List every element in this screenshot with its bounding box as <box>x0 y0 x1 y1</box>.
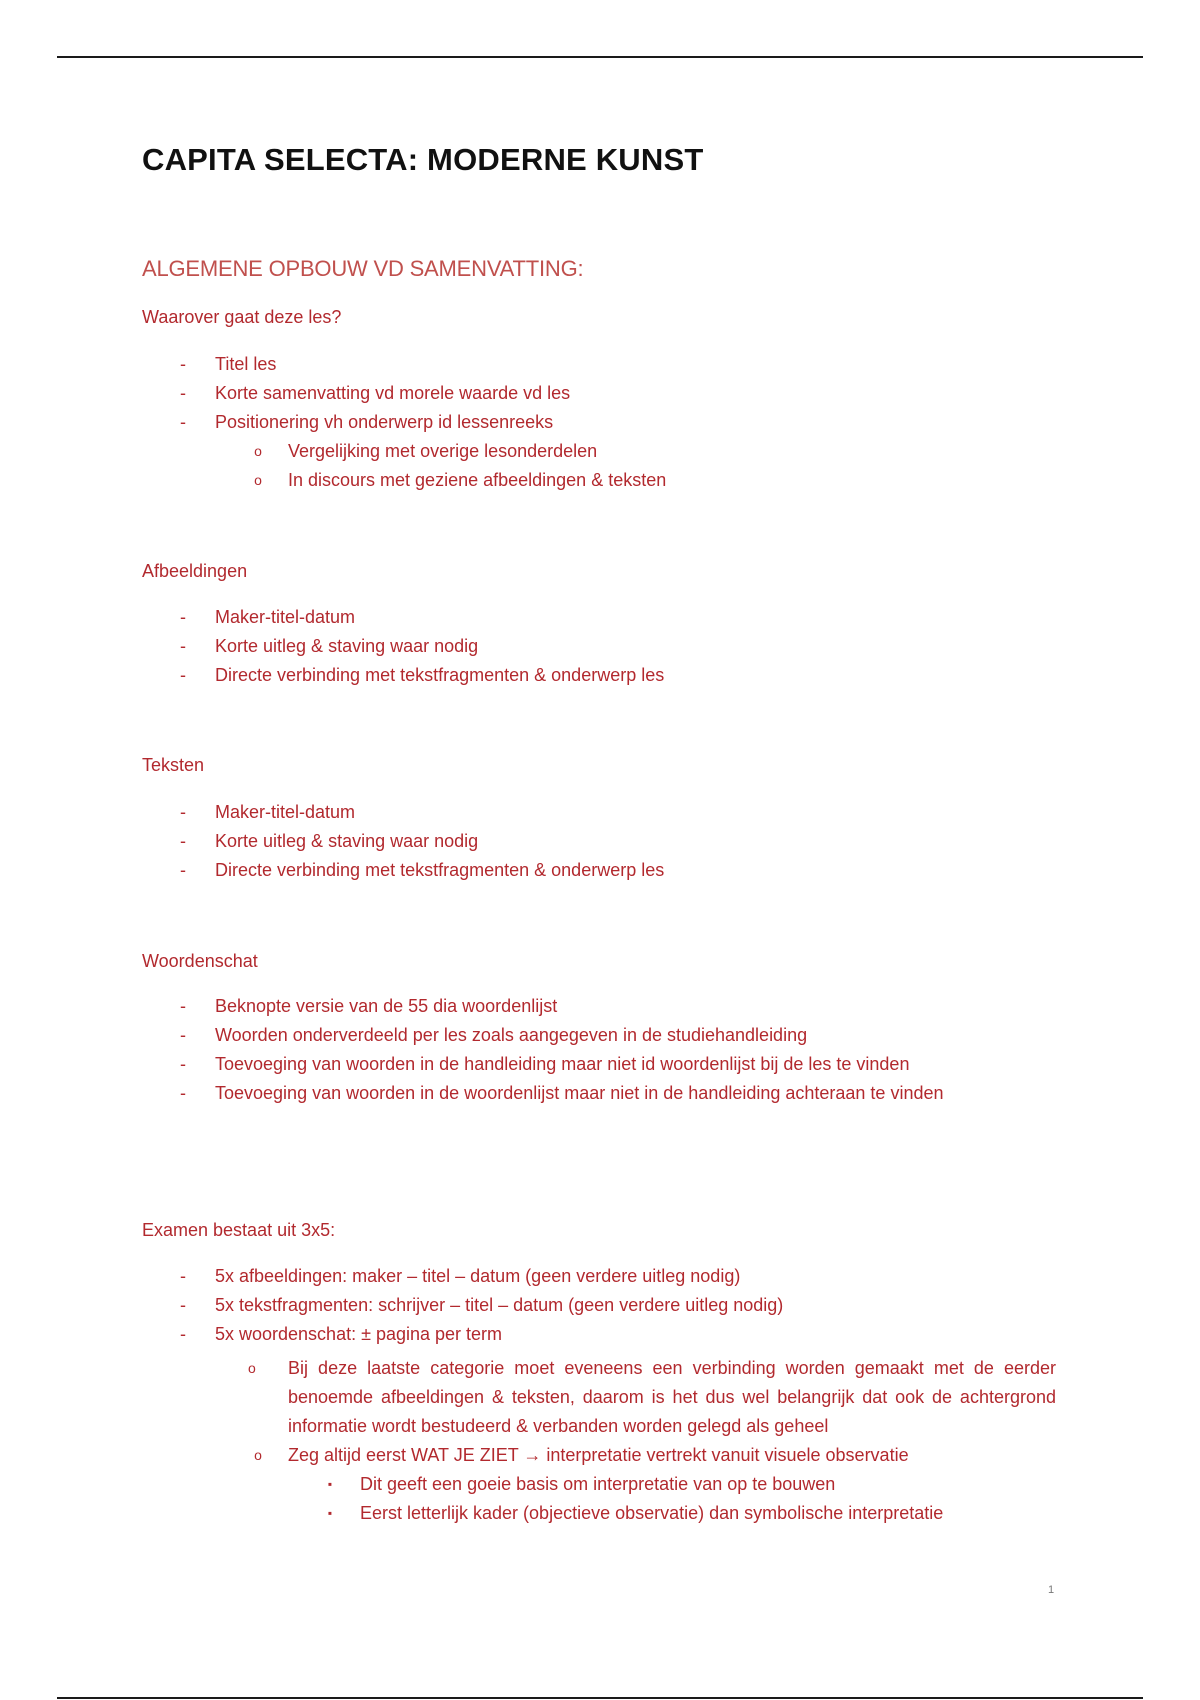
list-item-text: Korte samenvatting vd morele waarde vd les <box>215 383 571 403</box>
list-item <box>0 827 1200 856</box>
list-item-text: Beknopte versie van de 55 dia woordenlijst <box>215 996 558 1016</box>
list-item <box>0 1470 1200 1499</box>
circle-bullet-icon: o <box>254 1447 262 1463</box>
list-item-text: 5x woordenschat: ± pagina per term <box>215 1324 503 1344</box>
list-waarover <box>0 350 1200 495</box>
dash-bullet-icon: - <box>180 607 186 627</box>
list-item-text: Directe verbinding met tekstfragmenten & onderwerp les <box>215 860 665 880</box>
dash-bullet-icon: - <box>180 412 186 432</box>
list-item-text: Zeg altijd eerst WAT JE ZIET → interpretatie vertrekt vanuit visuele observatie <box>288 1445 909 1465</box>
list-teksten <box>0 798 1200 885</box>
list-item-text: Korte uitleg & staving waar nodig <box>215 831 479 851</box>
page-number: 1 <box>1048 1584 1055 1596</box>
list-item-text: Woorden onderverdeeld per les zoals aangegeven in de studiehandleiding <box>215 1025 808 1045</box>
list-examen-cont <box>0 1441 1200 1528</box>
footer-rule <box>57 1697 1143 1699</box>
list-item-text: Directe verbinding met tekstfragmenten & onderwerp les <box>215 665 665 685</box>
dash-bullet-icon: - <box>180 383 186 403</box>
list-item-text: Maker-titel-datum <box>215 802 356 822</box>
list-item-text: 5x afbeeldingen: maker – titel – datum (geen verdere uitleg nodig) <box>215 1266 741 1286</box>
list-item-text: In discours met geziene afbeeldingen & teksten <box>288 470 667 490</box>
list-item <box>0 408 1200 437</box>
dash-bullet-icon: - <box>180 665 186 685</box>
section-heading: ALGEMENE OPBOUW VD SAMENVATTING: <box>142 256 584 281</box>
list-item-paragraph: Bij deze laatste categorie moet eveneens een verbinding worden gemaakt met de eerder benoemde afbeeldingen & teksten, daarom is het dus wel belangrijk dat ook de achtergrond informatie wordt bestudeerd & verbanden worden gelegd als geheel <box>288 1358 1056 1436</box>
dash-bullet-icon: - <box>180 860 186 880</box>
list-item <box>0 856 1200 885</box>
list-examen <box>0 1262 1200 1349</box>
dash-bullet-icon: - <box>180 1324 186 1344</box>
list-item <box>0 1499 1200 1528</box>
list-item <box>0 798 1200 827</box>
list-item <box>0 1441 1200 1470</box>
list-item <box>0 437 1200 466</box>
list-item <box>0 1291 1200 1320</box>
list-item <box>0 466 1200 495</box>
dash-bullet-icon: - <box>180 1025 186 1045</box>
dash-bullet-icon: - <box>180 636 186 656</box>
subheading-waarover: Waarover gaat deze les? <box>142 307 342 327</box>
list-item-text: Toevoeging van woorden in de woordenlijst maar niet in de handleiding achteraan te vinden <box>215 1083 944 1103</box>
dash-bullet-icon: - <box>180 354 186 374</box>
circle-bullet-icon: o <box>254 472 262 488</box>
dash-bullet-icon: - <box>180 831 186 851</box>
list-item-text: Dit geeft een goeie basis om interpretatie van op te bouwen <box>360 1474 836 1494</box>
list-item <box>0 379 1200 408</box>
list-item <box>0 1021 1200 1050</box>
list-item-text: Eerst letterlijk kader (objectieve observatie) dan symbolische interpretatie <box>360 1503 944 1523</box>
dash-bullet-icon: - <box>180 1266 186 1286</box>
dash-bullet-icon: - <box>180 1054 186 1074</box>
list-woordenschat <box>0 992 1200 1108</box>
circle-bullet-icon: o <box>248 1360 256 1376</box>
list-afbeeldingen <box>0 603 1200 690</box>
circle-bullet-icon: o <box>254 443 262 459</box>
page-title: CAPITA SELECTA: MODERNE KUNST <box>142 142 704 177</box>
list-item-text: Titel les <box>215 354 277 374</box>
dash-bullet-icon: - <box>180 996 186 1016</box>
list-item-text: Maker-titel-datum <box>215 607 356 627</box>
list-item <box>0 1320 1200 1349</box>
subheading-teksten: Teksten <box>142 755 205 775</box>
dash-bullet-icon: - <box>180 1295 186 1315</box>
list-item-text: Positionering vh onderwerp id lessenreeks <box>215 412 554 432</box>
list-item <box>0 603 1200 632</box>
list-item <box>0 632 1200 661</box>
list-item-text: 5x tekstfragmenten: schrijver – titel – datum (geen verdere uitleg nodig) <box>215 1295 784 1315</box>
subheading-examen: Examen bestaat uit 3x5: <box>142 1220 336 1240</box>
dash-bullet-icon: - <box>180 1083 186 1103</box>
dash-bullet-icon: - <box>180 802 186 822</box>
list-item-text: Toevoeging van woorden in de handleiding maar niet id woordenlijst bij de les te vinden <box>215 1054 910 1074</box>
list-item <box>0 1050 1200 1079</box>
list-item <box>0 661 1200 690</box>
subheading-woordenschat: Woordenschat <box>142 951 258 971</box>
list-item-text: Vergelijking met overige lesonderdelen <box>288 441 598 461</box>
list-item <box>0 1262 1200 1291</box>
list-item <box>0 350 1200 379</box>
list-item <box>0 992 1200 1021</box>
square-bullet-icon: ▪ <box>327 1506 333 1520</box>
square-bullet-icon: ▪ <box>327 1477 333 1491</box>
list-item <box>0 1079 1200 1108</box>
subheading-afbeeldingen: Afbeeldingen <box>142 561 248 581</box>
header-rule <box>57 56 1143 58</box>
list-item-text: Korte uitleg & staving waar nodig <box>215 636 479 656</box>
